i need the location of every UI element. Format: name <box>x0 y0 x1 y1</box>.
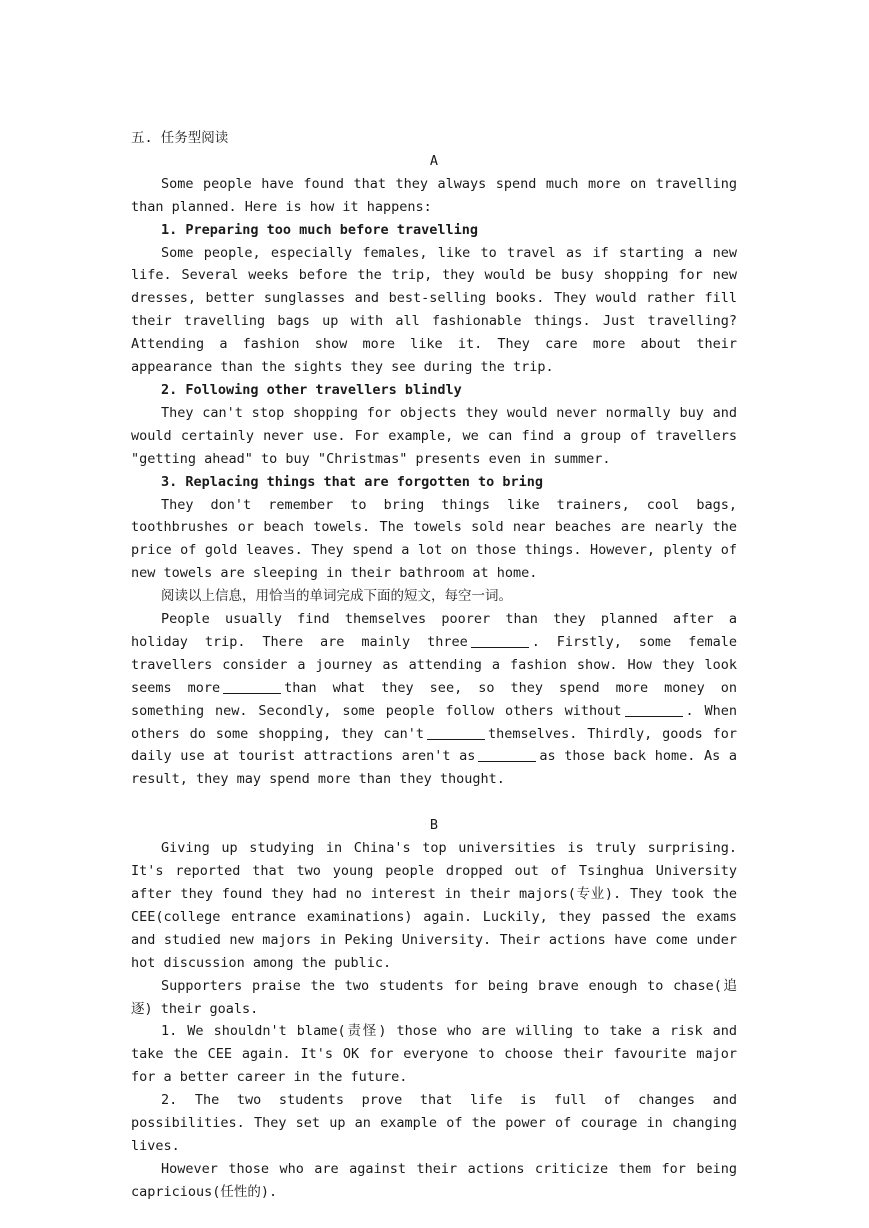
summary-text-3: than what they see, so they spend more money on something new. Secondly, some people follow others without <box>131 679 737 719</box>
summary-text-5: themselves. Thirdly, goods for daily use at tourist attractions aren't as <box>131 725 737 765</box>
summary-text-1: People usually find themselves poorer than they planned after a holiday trip. There are mainly three <box>131 611 737 650</box>
answer-blank-3[interactable] <box>625 702 683 717</box>
point-2-text: They can't stop shopping for objects they would never normally buy and would certainly never use. For example, we can find a group of travellers "getting ahead" to buy "Christmas" presents even in summer. <box>131 404 737 467</box>
answer-blank-1[interactable] <box>471 633 529 648</box>
part-a-label: A <box>429 152 439 169</box>
point-1-title: 1. Preparing too much before travelling <box>161 221 478 238</box>
part-b-paragraph-2: Supporters praise the two students for being brave enough to chase(追逐) their goals. <box>131 977 737 1017</box>
section-gap <box>131 791 737 814</box>
document-body <box>131 127 737 1204</box>
point-3-title: 3. Replacing things that are forgotten to bring <box>161 473 544 490</box>
point-3-text: They don't remember to bring things like trainers, cool bags, toothbrushes or beach towels. The towels sold near beaches are nearly the price of gold leaves. They spend a lot on those things. However, plenty of new towels are sleeping in their bathroom at home. <box>131 496 737 582</box>
part-b-paragraph-1: Giving up studying in China's top universities is truly surprising. It's reported that two young people dropped out of Tsinghua University after they found they had no interest in their majors(专业). They took the CEE(college entrance examinations) again. Luckily, they passed the exams and studied new majors in Peking University. Their actions have come under hot discussion among the public. <box>131 840 737 971</box>
summary-text-6: as those back home. As a result, they may spend more than they thought. <box>131 748 737 788</box>
part-b-paragraph-5: However those who are against their actions criticize them for being capricious(任性的). <box>131 1160 737 1200</box>
summary-text-2: . Firstly, some female travellers consider a journey as attending a fashion show. How they look seems more <box>131 633 737 696</box>
answer-blank-5[interactable] <box>478 747 536 762</box>
task-instruction: 阅读以上信息，用恰当的单词完成下面的短文，每空一词。 <box>161 588 512 605</box>
part-b-paragraph-4: 2. The two students prove that life is full of changes and possibilities. They set up an example of the power of courage in changing lives. <box>131 1092 737 1154</box>
answer-blank-4[interactable] <box>427 725 485 740</box>
part-b-label: B <box>429 817 439 834</box>
summary-paragraph <box>131 608 737 791</box>
point-1-text: Some people, especially females, like to travel as if starting a new life. Several weeks before the trip, they would be busy shopping for new dresses, better sunglasses and best-selling books. They would rather fill their travelling bags up with all fashionable things. Just travelling? Attending a fashion show more like it. They care more about their appearance than the sights they see during the trip. <box>131 244 737 376</box>
summary-text-4: . When others do some shopping, they can't <box>131 702 737 742</box>
section-heading: 五. 任务型阅读 <box>131 130 229 146</box>
point-2-title: 2. Following other travellers blindly <box>161 381 462 398</box>
answer-blank-2[interactable] <box>223 679 281 694</box>
part-b-paragraph-3: 1. We shouldn't blame(责怪) those who are willing to take a risk and take the CEE again. It's OK for everyone to choose their favourite major for a better career in the future. <box>131 1023 737 1086</box>
part-a-intro: Some people have found that they always spend much more on travelling than planned. Here is how it happens: <box>131 175 737 215</box>
